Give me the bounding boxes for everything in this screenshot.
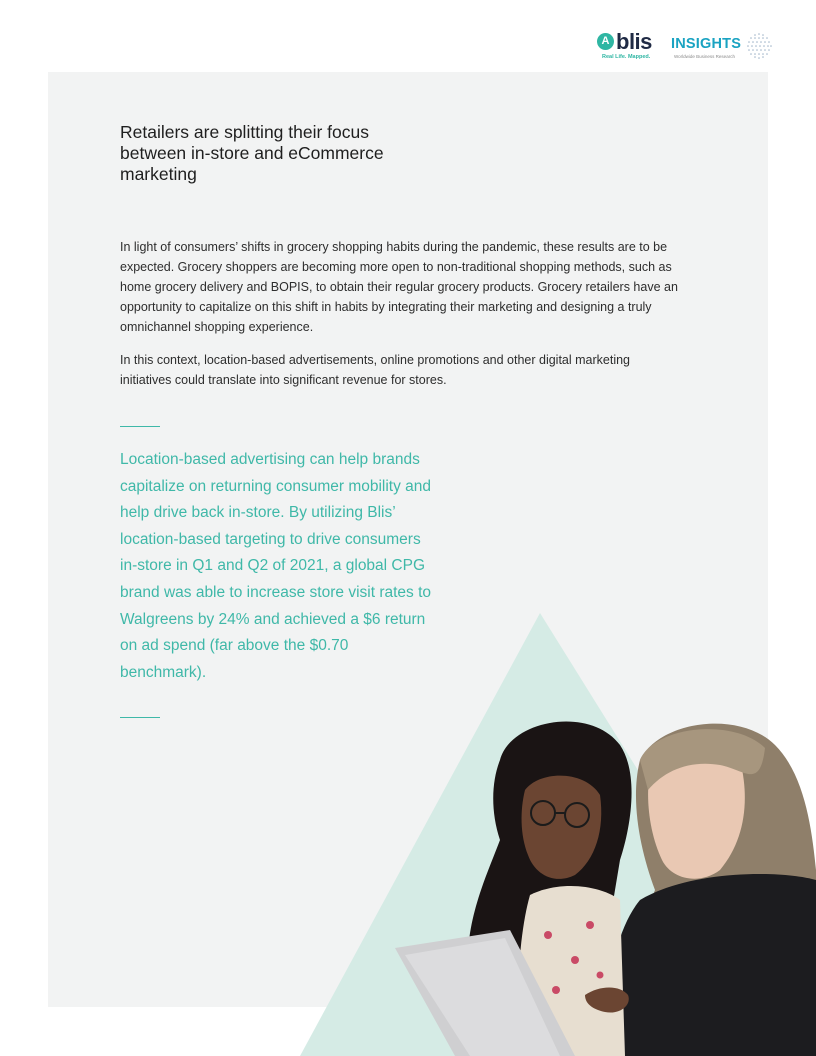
page-title: Retailers are splitting their focus between in-store and eCommerce marketing xyxy=(120,122,384,184)
insights-title: INSIGHTS xyxy=(671,36,742,52)
blis-wordmark: blis xyxy=(616,29,652,54)
blis-tagline: Real Life. Mapped. xyxy=(602,54,651,60)
body-paragraph-2: In this context, location-based advertisements, online promotions and other digital marketing initiatives could translate into significant revenue for stores. xyxy=(120,353,631,387)
pull-quote: Location-based advertising can help brands capitalize on returning consumer mobility and help drive back in-store. By utilizing Blis’ location-based targeting to drive consumers in-store in Q1 and Q2 of 2021, a global CPG brand was able to increase store visit rates to Walgreens by 24% and achieved a $6 return on ad spend (far above the $0.70 benchmark). xyxy=(120,451,432,681)
insights-subtitle: Worldwide Business Research xyxy=(674,54,735,59)
body-paragraph-1: In light of consumers’ shifts in grocery shopping habits during the pandemic, these results are to be expected. Grocery shoppers are becoming more open to non-traditional shopping methods, such as home grocery delivery and BOPIS, to obtain their regular grocery products. Grocery retailers have an opportunity to capitalize on this shift in habits by integrating their marketing and designing a truly omnichannel shopping experience. xyxy=(120,240,678,334)
blis-mark-icon: A xyxy=(597,33,614,50)
